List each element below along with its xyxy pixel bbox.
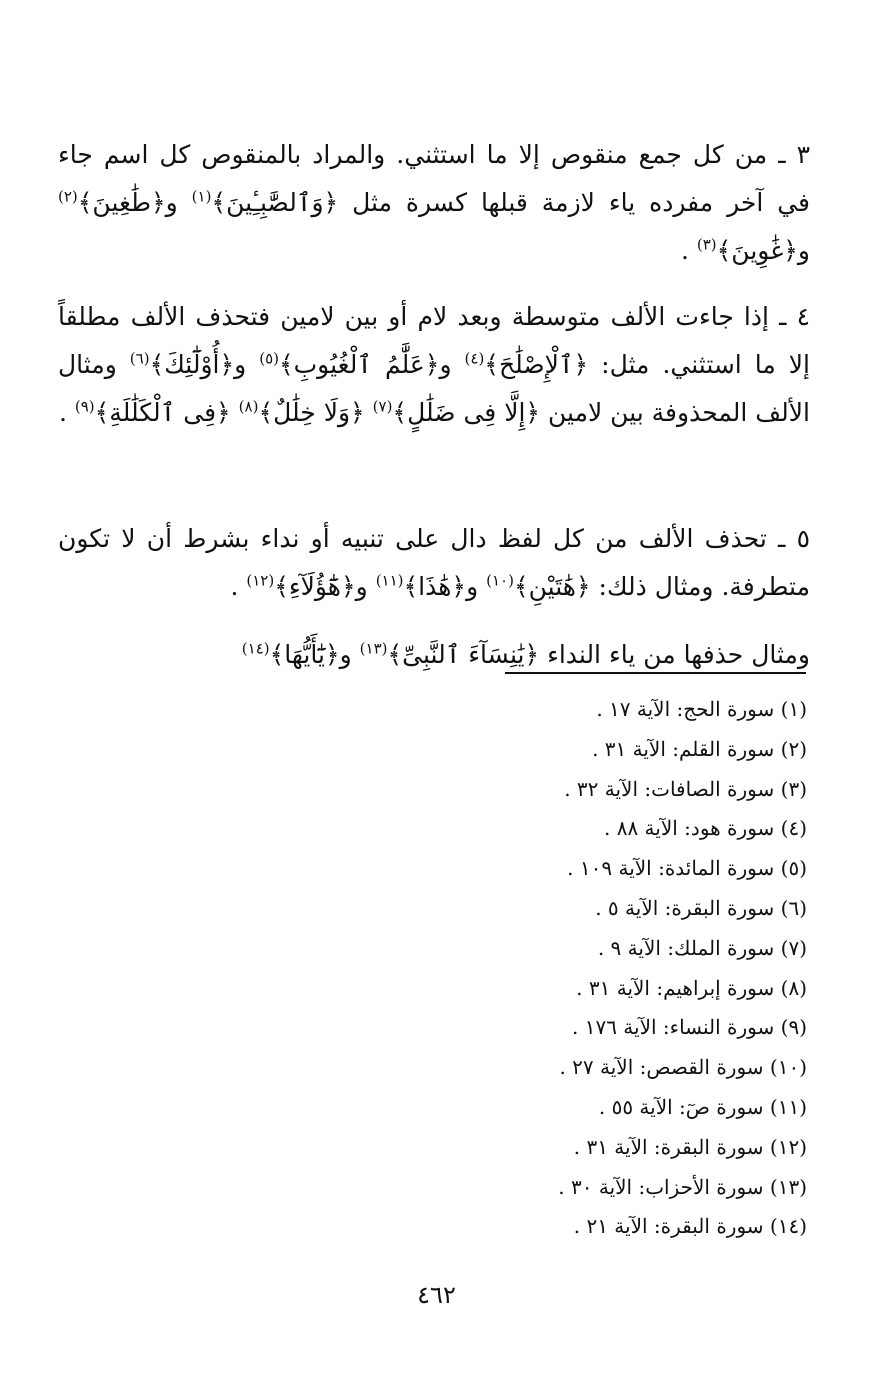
- footnote-ref: (٦): [129, 349, 150, 368]
- quran-word: ﴿غَٰوِينَ﴾: [716, 236, 798, 265]
- paragraph-text: ٤ ـ إذا جاءت الألف متوسطة وبعد لام أو بين لامين فتحذف الألف مطلقاً إلا ما استثني. مثل:: [58, 302, 810, 379]
- footnote-item: (٤) سورة هود: الآية ٨٨ .: [604, 816, 807, 841]
- footnote-separator: [505, 672, 806, 674]
- spacer: [365, 398, 373, 427]
- paragraph-end: .: [680, 236, 697, 265]
- footnote-item: (١) سورة الحج: الآية ١٧ .: [596, 697, 807, 721]
- footnote-ref: (٤): [464, 349, 485, 368]
- footnote-ref: (١٣): [359, 639, 388, 658]
- page-number: ٤٦٢: [417, 1281, 456, 1309]
- footnote-item: (٦) سورة البقرة: الآية ٥ .: [595, 895, 807, 920]
- paragraph-rule-3: [58, 131, 810, 275]
- paragraph-rule-4: [58, 293, 810, 437]
- footnote-item: (١٤) سورة البقرة: الآية ٢١ .: [573, 1214, 807, 1239]
- quran-word: ﴿هَٰٓؤُلَآءِ﴾: [274, 572, 356, 601]
- footnote-ref: (٣): [696, 235, 717, 254]
- footnote-item: (٣) سورة الصافات: الآية ٣٢ .: [564, 776, 807, 801]
- quran-word: ﴿عَلَّٰمُ ٱلْغُيُوبِ﴾: [278, 350, 440, 379]
- footnote-ref: (٧): [372, 397, 393, 416]
- conjunction: و: [439, 350, 465, 379]
- paragraph-text: ومثال حذفها من ياء النداء: [539, 640, 810, 669]
- paragraph-end: .: [230, 572, 247, 601]
- paragraph-end: .: [58, 398, 75, 427]
- footnote-ref: (١٠): [486, 571, 514, 590]
- footnote-list: [387, 690, 807, 1247]
- footnote-ref: (١١): [375, 571, 404, 590]
- paragraph-text: ٣ ـ من كل جمع منقوص إلا ما استثني. والمراد بالمنقوص كل اسم جاء في آخر مفرده ياء لازمة قبلها كسرة مثل: [58, 140, 810, 217]
- quran-word: ﴿وَٱلصَّٰبِـِٔينَ﴾: [211, 188, 339, 217]
- footnote-item: (١٣) سورة الأحزاب: الآية ٣٠ .: [558, 1174, 807, 1199]
- footnote-item: (٢) سورة القلم: الآية ٣١ .: [592, 736, 807, 761]
- footnote-ref: (٨): [238, 397, 259, 416]
- quran-word: ﴿أُوْلَٰٓئِكَ﴾: [149, 350, 235, 379]
- footnote-item: (٧) سورة الملك: الآية ٩ .: [597, 935, 807, 960]
- footnote-item: (٥) سورة المائدة: الآية ١٠٩ .: [567, 856, 807, 881]
- quran-word: ﴿هَٰذَا﴾: [403, 572, 467, 601]
- quran-word: ﴿هَٰتَيْنِ﴾: [513, 572, 591, 601]
- footnote-ref: (٩): [74, 397, 95, 416]
- footnote-ref: (١٤): [241, 639, 270, 658]
- footnote-ref: (٢): [58, 187, 78, 206]
- footnote-item: (١٠) سورة القصص: الآية ٢٧ .: [559, 1055, 807, 1080]
- conjunction: و: [466, 572, 487, 601]
- quran-word: ﴿يَٰٓأَيُّهَا﴾: [269, 640, 340, 669]
- paragraph-text: ٥ ـ تحذف الألف من كل لفظ دال على تنبيه أو نداء بشرط أن لا تكون متطرفة. ومثال ذلك:: [58, 524, 810, 601]
- footnote-ref: (١): [191, 187, 212, 206]
- quran-word: ﴿يَٰنِسَآءَ ٱلنَّبِىِّ﴾: [387, 640, 540, 669]
- quran-word: ﴿وَلَا خِلَٰلٌ﴾: [258, 398, 365, 427]
- conjunction: و: [165, 188, 192, 217]
- quran-word: ﴿ٱلْإِصْلَٰحَ﴾: [484, 350, 589, 379]
- conjunction: و: [234, 350, 260, 379]
- footnote-item: (١١) سورة صٓ: الآية ٥٥ .: [598, 1094, 807, 1119]
- spacer: [231, 398, 239, 427]
- quran-word: ﴿طَٰغِينَ﴾: [77, 188, 166, 217]
- footnote-ref: (١٢): [246, 571, 275, 590]
- footnote-item: (١٢) سورة البقرة: الآية ٣١ .: [573, 1134, 807, 1159]
- conjunction: و: [797, 236, 810, 265]
- paragraph-rule-5: [58, 515, 810, 611]
- conjunction: و: [355, 572, 376, 601]
- quran-word: ﴿إِلَّا فِى ضَلَٰلٍ﴾: [392, 398, 541, 427]
- conjunction: و: [339, 640, 360, 669]
- footnote-ref: (٥): [259, 349, 279, 368]
- paragraph-text: ومثال الألف المحذوفة بين لامين: [58, 350, 810, 427]
- footnote-item: (٩) سورة النساء: الآية ١٧٦ .: [572, 1015, 807, 1040]
- footnote-item: (٨) سورة إبراهيم: الآية ٣١ .: [576, 975, 807, 1000]
- quran-word: ﴿فِى ٱلْكَلَٰلَةِ﴾: [94, 398, 231, 427]
